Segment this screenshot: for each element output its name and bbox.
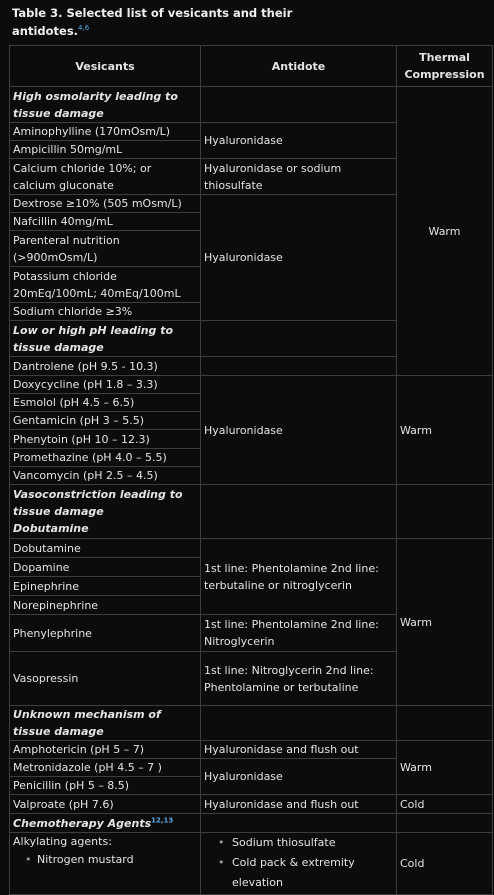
thermal-vaso: Warm [397,539,493,706]
vesicant-phenylephrine: Phenylephrine [10,615,201,652]
table-row [10,814,493,833]
vesicants-table [9,45,493,895]
vesicant-ampicillin: Ampicillin 50mg/mL [10,141,201,159]
list-item: • Cold pack & extremity elevation [204,853,393,893]
thermal-nitrogen-mustard: Cold [397,833,493,895]
vesicant-dopamine: Dopamine [10,558,201,577]
header-thermal: Thermal Compression [397,46,493,87]
table-row [10,741,493,759]
empty-cell [201,706,397,741]
list-item: • Nitrogen mustard [13,850,197,870]
antidote-valproate: Hyaluronidase and flush out [201,795,397,814]
antidote-hyaluronidase-3: Hyaluronidase [201,376,397,485]
vesicant-amphotericin: Amphotericin (pH 5 – 7) [10,741,201,759]
vesicant-alkylating [10,833,201,895]
section-chemo-title: Chemotherapy Agents [13,816,152,830]
table-row [10,87,493,123]
antidote-hyaluronidase-1: Hyaluronidase [201,123,397,159]
antidote-hyaluronidase-2: Hyaluronidase [201,195,397,321]
table-row [10,376,493,394]
antidote-hyaluronidase-4: Hyaluronidase [201,759,397,795]
vesicant-valproate: Valproate (pH 7.6) [10,795,201,814]
table-row [10,706,493,741]
thermal-osmolarity: Warm [397,87,493,376]
table-caption [12,4,312,40]
header-row [10,46,493,87]
antidote-phenylephrine: 1st line: Phentolamine 2nd line: Nitroglycerin [201,615,397,652]
section-chemo [10,814,201,833]
vesicant-sodium: Sodium chloride ≥3% [10,303,201,321]
antidote-nitrogen-mustard [201,833,397,895]
thermal-unknown: Warm [397,741,493,795]
empty-cell [201,87,397,123]
antidote-catecholamines: 1st line: Phentolamine 2nd line: terbutaline or nitroglycerin [201,539,397,615]
vesicant-dobutamine: Dobutamine [10,539,201,558]
thermal-ph: Warm [397,376,493,485]
table-row [10,485,493,539]
caption-refs[interactable]: 4,6 [78,24,90,33]
section-vasoconstriction [10,485,201,539]
antidote-vasopressin: 1st line: Nitroglycerin 2nd line: Phentolamine or terbutaline [201,652,397,706]
vesicant-metronidazole: Metronidazole (pH 4.5 – 7 ) [10,759,201,777]
vesicant-gentamicin: Gentamicin (pH 3 – 5.5) [10,412,201,430]
empty-cell [201,485,397,539]
vesicant-epinephrine: Epinephrine [10,577,201,596]
vesicant-parenteral: Parenteral nutrition (>900mOsm/L) [10,231,201,267]
header-antidote: Antidote [201,46,397,87]
alkylating-list [13,850,197,870]
section-vaso-subtitle: Dobutamine [13,522,89,535]
vesicant-nafcillin: Nafcillin 40mg/mL [10,213,201,231]
empty-cell [397,706,493,741]
vesicant-vancomycin: Vancomycin (pH 2.5 – 4.5) [10,467,201,485]
empty-cell [397,485,493,539]
vesicant-potassium: Potassium chloride 20mEq/100mL; 40mEq/100mL [10,267,201,303]
vesicant-promethazine: Promethazine (pH 4.0 – 5.5) [10,449,201,467]
vesicant-esmolol: Esmolol (pH 4.5 – 6.5) [10,394,201,412]
vesicant-dextrose: Dextrose ≥10% (505 mOsm/L) [10,195,201,213]
vesicant-calcium: Calcium chloride 10%; or calcium gluconate [10,159,201,195]
section-unknown: Unknown mechanism of tissue damage [10,706,201,741]
caption-text: Table 3. Selected list of vesicants and their antidotes. [12,6,293,38]
thermal-valproate: Cold [397,795,493,814]
alkylating-label: Alkylating agents: [13,835,112,848]
vesicant-dantrolene: Dantrolene (pH 9.5 - 10.3) [10,357,201,376]
vesicant-norepinephrine: Norepinephrine [10,596,201,615]
empty-cell [201,814,397,833]
empty-cell [201,357,397,376]
chemo-refs[interactable]: 12,13 [151,815,174,824]
table-row [10,833,493,895]
vesicant-phenytoin: Phenytoin (pH 10 – 12.3) [10,430,201,449]
antidote-list [204,833,393,893]
antidote-calcium: Hyaluronidase or sodium thiosulfate [201,159,397,195]
vesicant-doxycycline: Doxycycline (pH 1.8 – 3.3) [10,376,201,394]
list-item: • Sodium thiosulfate [204,833,393,853]
vesicant-vasopressin: Vasopressin [10,652,201,706]
vesicant-aminophylline: Aminophylline (170mOsm/L) [10,123,201,141]
vesicant-penicillin: Penicillin (pH 5 – 8.5) [10,777,201,795]
header-vesicants: Vesicants [10,46,201,87]
section-osmolarity: High osmolarity leading to tissue damage [10,87,201,123]
antidote-amphotericin: Hyaluronidase and flush out [201,741,397,759]
table-row [10,795,493,814]
section-ph: Low or high pH leading to tissue damage [10,321,201,357]
empty-cell [397,814,493,833]
section-vaso-title: Vasoconstriction leading to tissue damage [13,488,183,518]
table-row [10,539,493,558]
empty-cell [201,321,397,357]
